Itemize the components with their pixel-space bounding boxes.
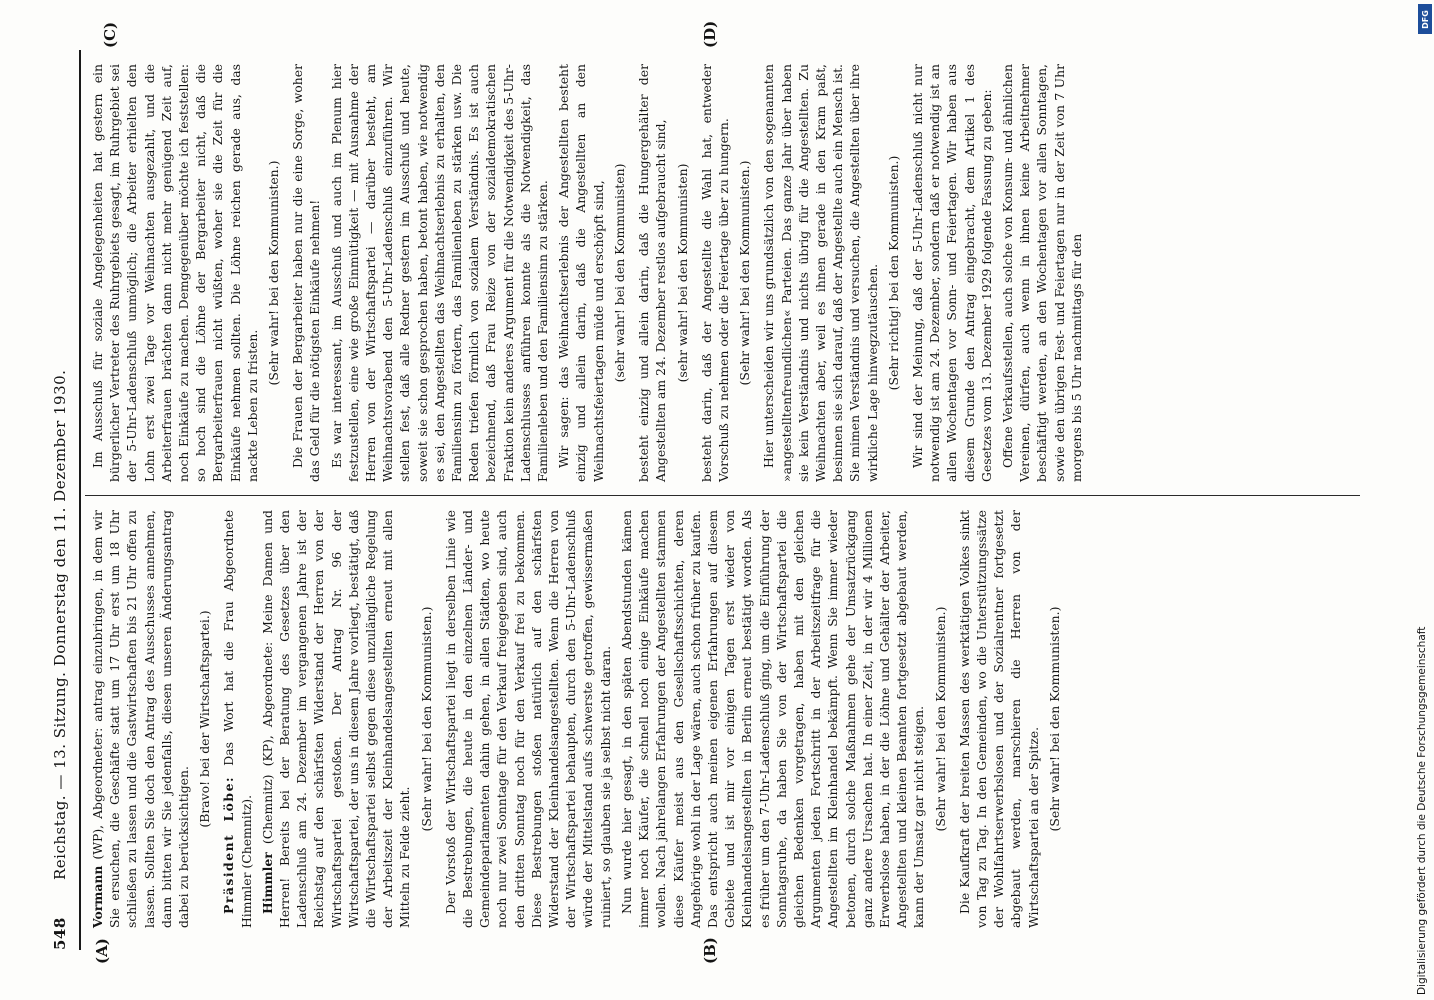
paragraph-text: Es war interessant, im Ausschuß und auch im Plenum hier festzustellen, eine wie große Einmütigkeit — mit Ausnahme der Herren von der Wirtschaftspartei — darüber besteht, am Weihnachtsvorabend den 5-Uhr-Ladenschluß einzuführen. Wir stellen fest, daß alle Redner gestern im Ausschuß und heute, soweit sie schon gesprochen haben, betont haben, wie notwendig es sei, den Angestellten das Weihnachtserlebnis zu erhalten, den Familiensinn zu fördern, das Familienleben zu stärken usw. Die Reden triefen förmlich von sozialem Verständnis. Es ist auch bezeichnend, daß Frau Reize von der sozialdemokratischen Fraktion kein anderes Argument für die Notwendigkeit des 5-Uhr-Ladenschlusses anführen konnte als die Notwendigkeit, das Familienleben und den Familiensinn zu stärken. (328, 64, 551, 482)
reaction-note: (Sehr wahr! bei den Kommunisten.) (932, 606, 948, 832)
paragraph (259, 510, 414, 928)
reaction-note: (Sehr wahr! bei den Kommunisten.) (418, 606, 434, 832)
column-divider (85, 495, 1360, 496)
reaction-note: (Sehr wahr! bei den Kommunisten.) (737, 160, 753, 386)
header-rule (79, 50, 81, 950)
margin-mark-c: (C) (101, 21, 119, 48)
paragraph (220, 510, 254, 928)
right-text-column (89, 64, 1359, 482)
paragraph-text: Die Kaufkraft der breiten Massen des werktätigen Volkes sinkt von Tag zu Tag. In den Gemeinden, wo die Unterstützungssätze der Wohlfahrtserwerbslosen und der Sozialrentner fortgesetzt abgebaut werden, marschieren die Herren von der Wirtschaftspartei an der Spitze. (956, 510, 1041, 928)
paragraph-text: besteht darin, daß der Angestellte die Wahl hat, entweder Vorschuß zu nehmen oder die Feiertage über zu hungern. (698, 64, 731, 482)
reaction-note: (sehr wahr! bei den Kommunisten) (611, 163, 627, 383)
speaker-name: Präsident Löbe: (221, 775, 237, 914)
reaction-note: (Sehr richtig! bei den Kommunisten.) (885, 155, 901, 391)
left-text-column (89, 510, 1359, 928)
speaker-name: Vormann (90, 865, 105, 928)
paragraph-text: (Chemnitz) (KP), Abgeordnete: Meine Damen und Herren! Bereits bei der Beratung des Gesetzes über den Ladenschluß am 24. Dezember im vergangenen Jahre ist der Reichstag auf den schärfsten Widerstand der Herren von der Wirtschaftspartei gestoßen. Der Antrag Nr. 96 der Wirtschaftspartei, der uns in diesem Jahre vorliegt, bestätigt, daß die Wirtschaftspartei selbst gegen diese unzulängliche Regelung der Arbeitszeit der Kleinhandelsangestellten erneut mit allen Mitteln zu Felde zieht. (259, 510, 413, 928)
paragraph-text: Der Vorstoß der Wirtschaftspartei liegt in derselben Linie wie die Bestrebungen, die heute in den einzelnen Länder- und Gemeindeparlamenten dahin gehen, in allen Städten, wo heute noch nur zwei Sonntage für den Verkauf freigegeben sind, auch den dritten Sonntag noch für den Verkauf frei zu bekommen. Diese Bestrebungen stoßen natürlich auf den schärfsten Widerstand der Kleinhandelsangestellten. Wenn die Herren von der Wirtschaftspartei behaupten, durch den 5-Uhr-Ladenschluß würde der Mittelstand aufs schwerste getroffen, gewissermaßen ruiniert, so glauben sie ja selbst nicht daran. (442, 510, 613, 928)
rotated-document-page (41, 20, 1371, 970)
session-title: Reichstag. — 13. Sitzung. Donnerstag den 11. Dezember 1930. (51, 369, 69, 880)
paragraph-text: besteht einzig und allein darin, daß die Hungergehälter der Angestellten am 24. Dezember restlos aufgebraucht sind, (636, 64, 669, 482)
margin-mark-b: (B) (701, 937, 719, 964)
speaker-name: Himmler (259, 852, 275, 914)
paragraph-text: Im Ausschuß für soziale Angelegenheiten hat gestern ein bürgerlicher Vertreter des Ruhrgebiets gesagt, im Ruhrgebiet sei der 5-Uhr-Ladenschluß unmöglich; die Arbeiter erhielten den Lohn erst zwei Tage vor Weihnachten ausgezahlt, und die Arbeiterfrauen brächten dann nicht mehr genügend Zeit auf, noch Einkäufe zu machen. Demgegenüber möchte ich feststellen: so hoch sind die Löhne der Bergarbeiter nicht, daß die Bergarbeiterfrauen nicht wüßten, woher sie die Zeit für die Einkäufe nehmen sollten. Die Löhne reichen gerade aus, das nackte Leben zu fristen. (90, 64, 260, 482)
paragraph-text: Nun wurde hier gesagt, in den späten Abendstunden kämen immer noch Käufer, die schnell noch einige Einkäufe machen wollen. Nach jahrelangen Erfahrungen der Angestellten stammen diese Käufer meist aus den Gesellschaftsschichten, deren Angehörige wohl in der Lage wären, auch schon früher zu kaufen. Das entspricht auch meinen eigenen Erfahrungen auf diesem Gebiete und ist mir vor einigen Tagen erst wieder von Kleinhandelsangestellten in Berlin erneut bestätigt worden. Als es früher um den 7-Uhr-Ladenschluß ging, um die Einführung der Sonntagsruhe, da haben Sie von der Wirtschaftspartei die gleichen Bedenken vorgetragen, haben mit den gleichen Argumenten jeden Fortschritt in der Arbeitszeitfrage für die Angestellten im Kleinhandel bekämpft. Wenn Sie immer wieder betonen, durch solche Maßnahmen gehe der Umsatzrückgang ganz andere Ursachen hat. In einer Zeit, in der wir 4 Millionen Erwerbslose haben, in der die Löhne und Gehälter der Arbeiter, Angestellten und kleinen Beamten fortgesetzt abgebaut werden, kann der Umsatz gar nicht steigen. (618, 510, 927, 928)
paragraph-text: Die Frauen der Bergarbeiter haben nur die eine Sorge, woher das Geld für die nötigsten Einkäufe nehmen! (290, 64, 323, 482)
margin-mark-a: (A) (93, 938, 111, 964)
page-number: 548 (51, 917, 69, 950)
paragraph-text: Offene Verkaufsstellen, auch solche von Konsum- und ähnlichen Vereinen, dürfen, auch wenn in ihnen keine Arbeitnehmer beschäftigt werden, an den Wochentagen vor allen Sonntagen, sowie den übrigen Fest- und Feiertagen nur in der Zeit von 7 Uhr morgens bis 5 Uhr nachmittags für den (999, 64, 1084, 482)
margin-mark-d: (D) (701, 20, 719, 48)
dfg-logo-text: DFG (1420, 9, 1430, 29)
paragraph-text: Wir sind der Meinung, daß der 5-Uhr-Ladenschluß nicht nur notwendig ist am 24. Dezember, sondern daß er notwendig ist an allen Wochentagen vor Sonn- und Feiertagen. Wir haben aus diesem Grunde den Antrag eingebracht, dem Artikel 1 des Gesetzes vom 13. Dezember 1929 folgende Fassung zu geben: (909, 64, 994, 482)
reaction-note: (sehr wahr! bei den Kommunisten) (674, 163, 690, 383)
page-header (51, 50, 75, 950)
reaction-note: (Sehr wahr! bei den Kommunisten.) (1046, 606, 1062, 832)
dfg-logo (1418, 4, 1432, 34)
reaction-note: (Bravo! bei der Wirtschaftspartei.) (197, 610, 213, 828)
paragraph-text: (WP), Abgeordneter: antrag einzubringen, in dem wir Sie ersuchen, die Geschäfte statt um 17 Uhr erst um 18 Uhr schließen zu lassen und die Gastwirtschaften bis 21 Uhr offen zu lassen. Sollten Sie doch den Antrag des Ausschusses annehmen, dann bitten wir Sie jedenfalls, diesen unseren Änderungsantrag dabei zu berücksichtigen. (90, 510, 192, 928)
reaction-note: (Sehr wahr! bei den Kommunisten.) (266, 160, 282, 386)
paragraph-text: Wir sagen: das Weihnachtserlebnis der Angestellten besteht einzig und allein darin, daß die Angestellten an den Weihnachtsfeiertagen müde und erschöpft sind, (556, 64, 606, 482)
paragraph-text: Hier unterscheiden wir uns grundsätzlich von den sogenannten »angestelltenfreundlichen« Parteien. Das ganze Jahr über haben sie kein Verständnis und nichts übrig für die Angestellten. Zu Weihnachten aber, weil es ihnen gerade in den Kram paßt, besinnen sie sich darauf, daß der Angestellte auch ein Mensch ist. Sie mimen Verständnis und versuchen, die Angestellten über ihre wirkliche Lage hinwegzutäuschen. (761, 64, 880, 482)
paragraph (89, 510, 192, 928)
digitization-credit: Digitalisierung gefördert durch die Deutsche Forschungsgemeinschaft (1416, 626, 1428, 995)
paragraph-text: Das Wort hat die Frau Abgeordnete Himmler (Chemnitz). (221, 510, 254, 928)
